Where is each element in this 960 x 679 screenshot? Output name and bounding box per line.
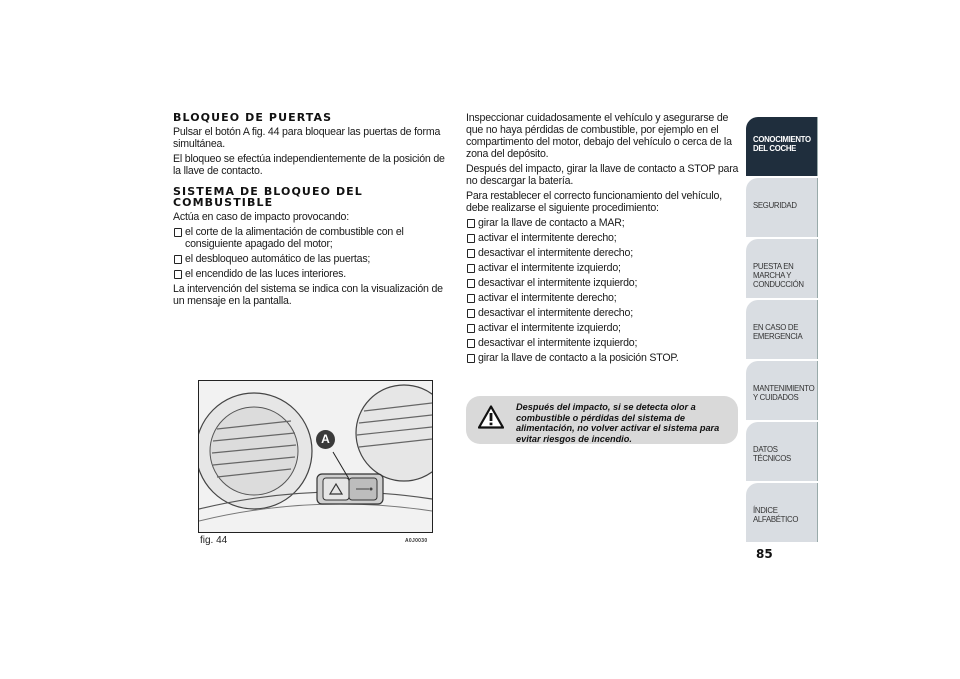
figure-dashboard-button: [198, 380, 433, 533]
list-item: desactivar el intermitente izquierdo;: [466, 337, 742, 349]
right-column: [466, 112, 742, 367]
tab-en-caso-de-emergencia[interactable]: [746, 300, 818, 359]
tab-puesta-en-marcha[interactable]: [746, 239, 818, 298]
list-item: girar la llave de contacto a la posición STOP.: [466, 352, 742, 364]
paragraph: Después del impacto, girar la llave de contacto a STOP para no descargar la batería.: [466, 163, 739, 187]
warning-box: [466, 396, 738, 444]
list-item: activar el intermitente izquierdo;: [466, 262, 742, 274]
list-item: activar el intermitente izquierdo;: [466, 322, 742, 334]
chapter-tabs: [746, 117, 818, 544]
list-item: desactivar el intermitente derecho;: [466, 307, 742, 319]
paragraph: Actúa en caso de impacto provocando:: [173, 211, 349, 223]
figure-caption: fig. 44: [200, 535, 228, 546]
warning-text: Después del impacto, si se detecta olor a combustible o pérdidas del sistema de alimentación, no volver activar el sistema para evitar riesgos de incendio.: [516, 402, 720, 444]
list-item: activar el intermitente derecho;: [466, 292, 742, 304]
paragraph: Pulsar el botón A fig. 44 para bloquear las puertas de forma simultánea.: [173, 126, 441, 150]
warning-triangle-icon: [478, 405, 504, 429]
paragraph: Para restablecer el correcto funcionamiento del vehículo, debe realizarse el siguiente procedimiento:: [466, 190, 722, 214]
tab-seguridad[interactable]: [746, 178, 818, 237]
tab-datos-tecnicos[interactable]: [746, 422, 818, 481]
tab-label: SEGURIDAD: [753, 201, 797, 210]
marker-a-badge: [316, 430, 335, 449]
list-item: el desbloqueo automático de las puertas;: [173, 253, 453, 265]
left-column: [173, 112, 453, 310]
tab-mantenimiento[interactable]: [746, 361, 818, 420]
tab-label: CONOCIMIENTO DEL COCHE: [753, 135, 811, 153]
tab-label: DATOS TÉCNICOS: [753, 445, 791, 463]
figure-code: A0J0030: [405, 538, 428, 544]
list-item: desactivar el intermitente derecho;: [466, 247, 742, 259]
list-item: girar la llave de contacto a MAR;: [466, 217, 742, 229]
section-title-fuel-cutoff: SISTEMA DE BLOQUEO DEL COMBUSTIBLE: [173, 185, 363, 209]
tab-label: PUESTA EN MARCHA Y CONDUCCIÓN: [753, 262, 804, 289]
tab-indice-alfabetico[interactable]: [746, 483, 818, 542]
paragraph: La intervención del sistema se indica con la visualización de un mensaje en la pantalla.: [173, 283, 443, 307]
tab-label: ÍNDICE ALFABÉTICO: [753, 506, 799, 524]
paragraph: Inspeccionar cuidadosamente el vehículo y asegurarse de que no haya pérdidas de combustible, por ejemplo en el compartimento del motor, debajo del vehículo o cerca de la zona del depósito.: [466, 112, 732, 160]
section-title-door-lock: BLOQUEO DE PUERTAS: [173, 111, 333, 124]
list-item: el corte de la alimentación de combustible con el consiguiente apagado del motor;: [173, 226, 453, 250]
page-number: 85: [756, 547, 773, 561]
marker-a-label: A: [321, 432, 330, 446]
list-item: desactivar el intermitente izquierdo;: [466, 277, 742, 289]
list-item: el encendido de las luces interiores.: [173, 268, 453, 280]
tab-label: MANTENIMIENTO Y CUIDADOS: [753, 384, 815, 402]
paragraph: El bloqueo se efectúa independientemente de la posición de la llave de contacto.: [173, 153, 445, 177]
list-item: activar el intermitente derecho;: [466, 232, 742, 244]
tab-conocimiento-del-coche[interactable]: [746, 117, 818, 176]
tab-label: EN CASO DE EMERGENCIA: [753, 323, 803, 341]
dashboard-illustration: [199, 381, 432, 532]
